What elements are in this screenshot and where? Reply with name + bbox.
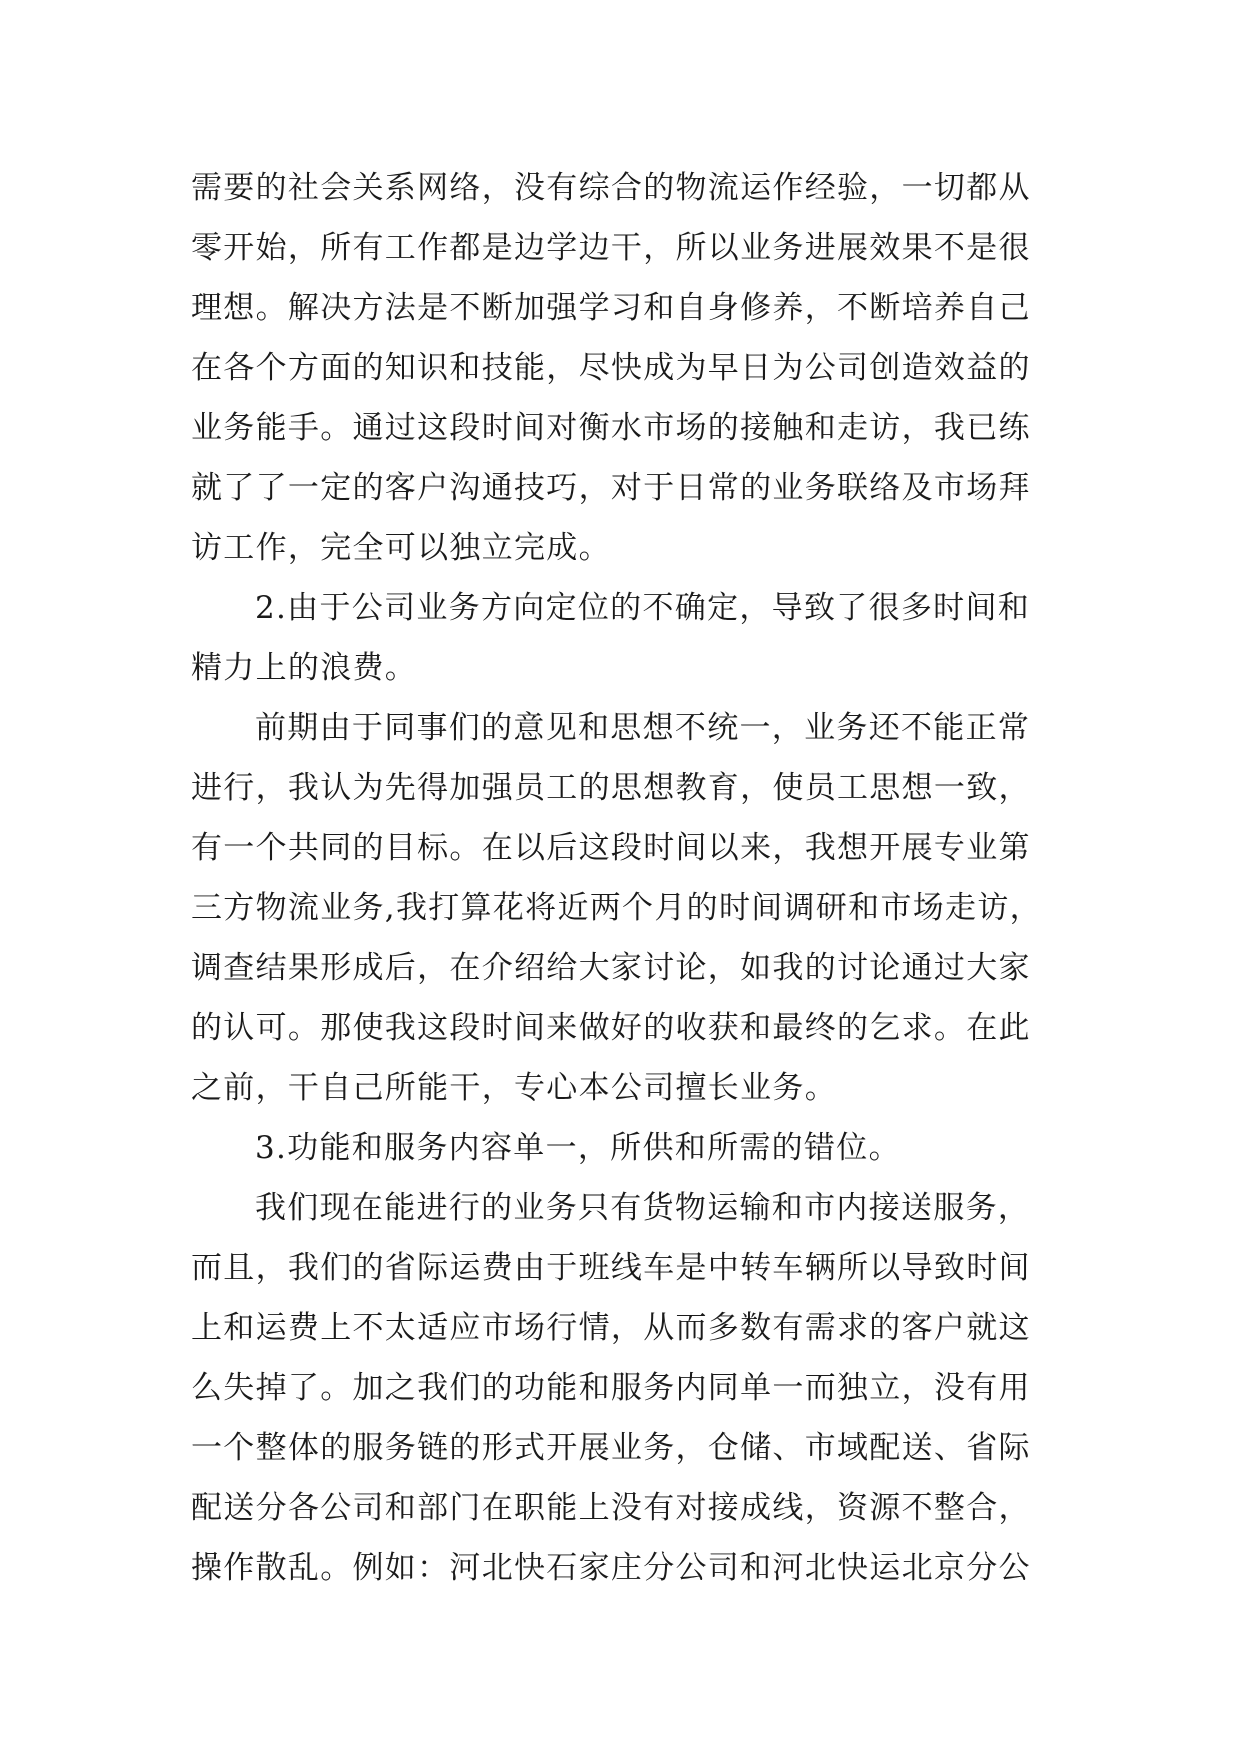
text-line-indented: 3.功能和服务内容单一，所供和所需的错位。 [255,1130,901,1166]
text-line: 就了了一定的客户沟通技巧，对于日常的业务联络及市场拜 [191,470,1031,506]
text-line: 业务能手。通过这段时间对衡水市场的接触和走访，我已练 [191,410,1031,446]
text-line: 在各个方面的知识和技能，尽快成为早日为公司创造效益的 [191,350,1031,386]
text-line: 零开始，所有工作都是边学边干，所以业务进展效果不是很 [191,230,1031,266]
text-line-indented: 2.由于公司业务方向定位的不确定，导致了很多时间和 [255,590,1031,626]
text-line: 上和运费上不太适应市场行情，从而多数有需求的客户就这 [191,1310,1031,1346]
text-line: 有一个共同的目标。在以后这段时间以来，我想开展专业第 [191,830,1031,866]
text-line-indented: 前期由于同事们的意见和思想不统一，业务还不能正常 [255,710,1031,746]
text-line: 调查结果形成后，在介绍给大家讨论，如我的讨论通过大家 [191,950,1031,986]
text-line: 访工作，完全可以独立完成。 [191,530,611,566]
text-line: 么失掉了。加之我们的功能和服务内同单一而独立，没有用 [191,1370,1031,1406]
text-line: 需要的社会关系网络，没有综合的物流运作经验，一切都从 [191,170,1031,206]
text-line: 而且，我们的省际运费由于班线车是中转车辆所以导致时间 [191,1250,1031,1286]
text-line: 进行，我认为先得加强员工的思想教育，使员工思想一致， [191,770,1031,806]
text-line: 的认可。那使我这段时间来做好的收获和最终的乞求。在此 [191,1010,1031,1046]
text-line-indented: 我们现在能进行的业务只有货物运输和市内接送服务， [255,1190,1031,1226]
text-line: 三方物流业务,我打算花将近两个月的时间调研和市场走访， [191,890,1042,926]
text-line: 之前，干自己所能干，专心本公司擅长业务。 [191,1070,837,1106]
text-line: 配送分各公司和部门在职能上没有对接成线，资源不整合， [191,1490,1031,1526]
text-line: 一个整体的服务链的形式开展业务，仓储、市域配送、省际 [191,1430,1031,1466]
text-line: 精力上的浪费。 [191,650,418,686]
text-line: 理想。解决方法是不断加强学习和自身修养，不断培养自己 [191,290,1031,326]
text-line: 操作散乱。例如：河北快石家庄分公司和河北快运北京分公 [191,1550,1031,1586]
document-body-text [191,158,1051,1598]
